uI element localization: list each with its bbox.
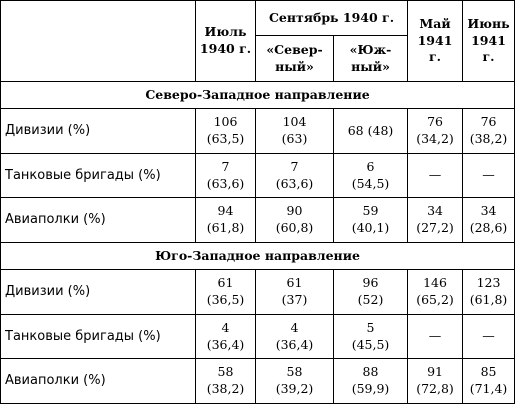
table-row: [1, 314, 515, 359]
col-header-july-1940: [196, 1, 256, 82]
section-row: [1, 82, 515, 109]
cell-line: 91: [427, 364, 443, 380]
table-row: [1, 270, 515, 315]
table-cell: [463, 153, 515, 198]
cell-line: —: [428, 328, 442, 344]
cell-line: (27,2): [416, 220, 454, 236]
section-title: Юго-Западное направление: [1, 242, 515, 269]
cell-line: 61: [217, 275, 234, 291]
cell-line: 88: [362, 364, 379, 380]
cell-line: (54,5): [351, 175, 390, 191]
header-line: 1941 г.: [417, 32, 453, 65]
table-cell: [408, 109, 463, 154]
cell-line: 106: [213, 114, 238, 130]
cell-line: (61,8): [469, 292, 508, 308]
cell-line: 76: [427, 114, 443, 130]
cell-line: (28,6): [469, 220, 508, 236]
table-cell: [408, 153, 463, 198]
cell-line: (39,2): [275, 381, 314, 397]
row-label: Танковые бригады (%): [1, 314, 196, 359]
col-header-june-1941: [463, 1, 515, 82]
cell-line: (45,5): [351, 336, 390, 352]
cell-line: (36,4): [275, 336, 314, 352]
cell-line: (63,6): [206, 175, 245, 191]
cell-line: 7: [290, 158, 299, 174]
header-line: ный»: [351, 58, 390, 74]
cell-line: —: [482, 328, 495, 344]
table-cell: [196, 109, 256, 154]
cell-line: (36,4): [206, 336, 245, 352]
table-cell: [256, 153, 334, 198]
cell-line: (63): [281, 131, 308, 147]
table-cell: [256, 109, 334, 154]
subheader-north: [256, 36, 334, 82]
row-label: Дивизии (%): [1, 270, 196, 315]
table-cell: [408, 359, 463, 404]
table-cell: [196, 359, 256, 404]
subheader-south: [334, 36, 408, 82]
table-cell: [463, 359, 515, 404]
table-cell: [256, 359, 334, 404]
cell-line: 85: [480, 364, 497, 380]
header-line: «Север-: [266, 41, 323, 57]
cell-line: 5: [366, 319, 375, 335]
cell-line: (38,2): [469, 131, 508, 147]
cell-line: (36,5): [206, 292, 245, 308]
cell-line: (38,2): [206, 381, 245, 397]
table-cell: [334, 153, 408, 198]
table-cell: [408, 270, 463, 315]
header-line: Май: [419, 15, 451, 31]
row-label: Танковые бригады (%): [1, 153, 196, 198]
cell-line: 58: [217, 364, 234, 380]
table-cell: [256, 198, 334, 243]
cell-line: 59: [362, 203, 379, 219]
table-cell: [196, 198, 256, 243]
table-cell: [334, 359, 408, 404]
cell-line: —: [482, 167, 495, 183]
cell-line: (61,8): [206, 220, 245, 236]
table-row: [1, 359, 515, 404]
table-cell: [334, 270, 408, 315]
table-row: [1, 153, 515, 198]
table-cell: [463, 314, 515, 359]
cell-line: (65,2): [416, 292, 454, 308]
table-cell: [334, 314, 408, 359]
cell-line: 146: [423, 275, 447, 291]
header-line: 1940 г.: [199, 41, 252, 56]
table-cell: [196, 314, 256, 359]
table-row: [1, 198, 515, 243]
cell-line: 4: [221, 319, 230, 335]
cell-line: 4: [290, 319, 299, 335]
row-label: Авиаполки (%): [1, 359, 196, 404]
cell-line: (72,8): [416, 381, 454, 397]
cell-line: 94: [217, 203, 234, 219]
cell-line: 58: [286, 364, 303, 380]
cell-line: 68 (48): [347, 122, 394, 138]
header-line: ный»: [275, 58, 314, 74]
cell-line: 104: [282, 114, 307, 130]
table-cell: [256, 270, 334, 315]
table-cell: [408, 198, 463, 243]
cell-line: 96: [362, 275, 379, 291]
col-header-september-1940: Сентябрь 1940 г.: [256, 1, 408, 36]
cell-line: (34,2): [416, 131, 454, 147]
table-cell: [334, 109, 408, 154]
row-label: Дивизии (%): [1, 109, 196, 154]
cell-line: 34: [427, 203, 443, 219]
cell-line: —: [428, 167, 442, 183]
table-body: [1, 82, 515, 404]
row-label: Авиаполки (%): [1, 198, 196, 243]
cell-line: (40,1): [351, 220, 390, 236]
header-line: Июль: [204, 24, 247, 40]
table-cell: [463, 270, 515, 315]
cell-line: 76: [480, 114, 497, 130]
cell-line: (52): [357, 292, 384, 308]
table-cell: [334, 198, 408, 243]
cell-line: (71,4): [469, 381, 508, 397]
cell-line: (63,5): [206, 131, 245, 147]
table-cell: [463, 198, 515, 243]
cell-line: (59,9): [351, 381, 390, 397]
table-cell: [196, 153, 256, 198]
cell-line: 34: [480, 203, 497, 219]
table-cell: [408, 314, 463, 359]
cell-line: (37): [281, 292, 308, 308]
cell-line: (60,8): [275, 220, 314, 236]
header-line: Июнь: [467, 15, 510, 31]
col-header-may-1941: [408, 1, 463, 82]
table-cell: [463, 109, 515, 154]
cell-line: 7: [221, 158, 230, 174]
section-title: Северо-Западное направление: [1, 82, 515, 109]
table-row: [1, 109, 515, 154]
table-cell: [196, 270, 256, 315]
cell-line: 123: [476, 275, 501, 291]
table-cell: [256, 314, 334, 359]
corner-empty-cell: [1, 1, 196, 82]
section-row: [1, 242, 515, 269]
header-line: 1941 г.: [471, 32, 506, 65]
cell-line: 61: [286, 275, 303, 291]
cell-line: 6: [366, 158, 375, 174]
cell-line: 90: [286, 203, 303, 219]
cell-line: (63,6): [275, 175, 314, 191]
header-line: «Юж-: [349, 41, 392, 57]
